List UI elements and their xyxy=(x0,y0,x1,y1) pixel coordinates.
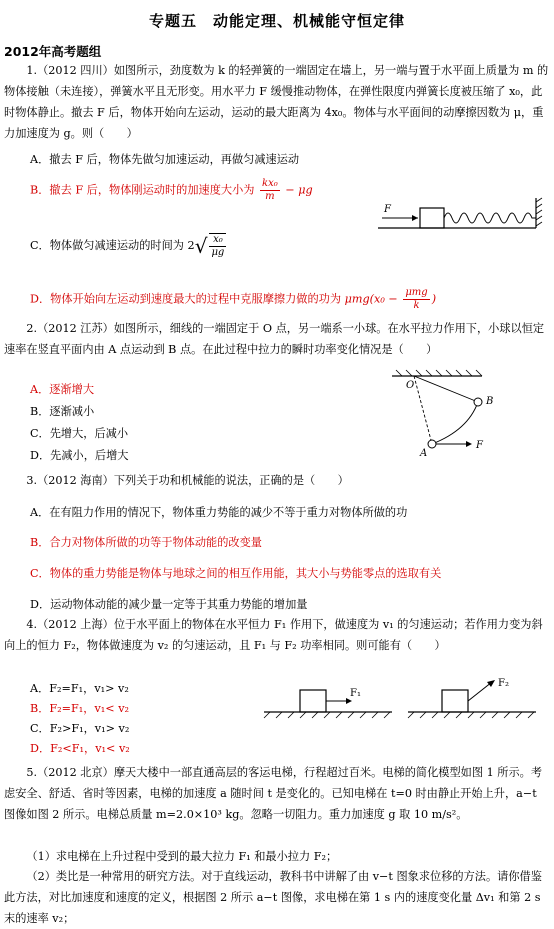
block-icon xyxy=(420,208,444,228)
q4-option-b: B．F₂=F₁，v₁< v₂ xyxy=(30,702,130,715)
q2-option-b: B．逐渐减小 xyxy=(30,405,95,418)
q2-fig-label-a: A xyxy=(420,448,428,459)
q1-option-c-denominator: μg xyxy=(211,247,225,258)
q1-option-d-text: D．物体开始向左运动到速度最大的过程中克服摩擦力做的功为 xyxy=(30,292,342,306)
block-right-icon xyxy=(442,690,468,712)
q1-option-c xyxy=(30,233,228,259)
q4-fig-label-f1: F₁ xyxy=(350,688,361,699)
q2-figure-pendulum xyxy=(382,366,542,462)
q4-option-a: A．F₂=F₁，v₁> v₂ xyxy=(30,682,129,695)
q5-part-1: （1）求电梯在上升过程中受到的最大拉力 F₁ 和最小拉力 F₂； xyxy=(26,850,338,863)
q2-fig-label-f: F xyxy=(476,440,483,451)
q1-option-a: A．撤去 F 后，物体先做匀加速运动，再做匀减速运动 xyxy=(30,153,300,166)
q1-option-b-fraction xyxy=(260,178,280,203)
arrowhead-icon xyxy=(412,215,418,221)
force-f2-arrow-icon xyxy=(468,682,492,701)
q1-option-d-expr: μmg(x₀ − xyxy=(344,292,398,306)
ball-a-icon xyxy=(428,440,436,448)
string-final xyxy=(414,376,478,402)
ceiling-hatch-icon xyxy=(396,370,482,376)
q1-option-d xyxy=(30,287,436,312)
wall-hatch-icon xyxy=(536,198,542,226)
arc-path xyxy=(432,402,478,444)
q1-fig-label-f: F xyxy=(384,204,391,215)
q3-option-a: A．在有阻力作用的情况下，物体重力势能的减少不等于重力对物体所做的功 xyxy=(30,506,408,519)
arrowhead-icon xyxy=(466,441,472,447)
q4-figure-blocks xyxy=(262,676,548,720)
string-initial xyxy=(414,376,432,444)
q4-option-c: C．F₂>F₁，v₁> v₂ xyxy=(30,722,130,735)
q2-fig-label-b: B xyxy=(486,396,494,407)
sqrt-icon: √ xyxy=(194,234,208,258)
q1-option-d-denominator: k xyxy=(413,300,420,311)
q1-option-b-text: B．撤去 F 后，物体刚运动时的加速度大小为 xyxy=(30,183,255,197)
q1-option-c-text: C．物体做匀减速运动的时间为 2 xyxy=(30,239,195,252)
q1-option-b-denominator: m xyxy=(265,191,275,202)
q2-option-a: A．逐渐增大 xyxy=(30,383,95,396)
q2-option-c: C．先增大，后减小 xyxy=(30,427,129,440)
q3-option-d: D．运动物体动能的减少量一定等于其重力势能的增加量 xyxy=(30,598,308,611)
q1-figure-spring-block xyxy=(378,198,544,238)
q1-option-b-tail: − μg xyxy=(285,183,313,197)
q3-option-c: C．物体的重力势能是物体与地球之间的相互作用能，其大小与势能零点的选取有关 xyxy=(30,567,442,580)
q4-stem: 4.（2012 上海）位于水平面上的物体在水平恒力 F₁ 作用下，做速度为 v₁ 的匀速运动；若作用力变为斜向上的恒力 F₂，物体做速度为 v₂ 的匀速运动，且 F₁ 与 F₂ 功率相同。则可能有（ ） xyxy=(4,618,543,652)
spring-icon xyxy=(444,213,536,223)
arrowhead-icon xyxy=(487,680,495,687)
q1-option-d-numerator: μmg xyxy=(405,287,428,298)
q1-option-c-fraction xyxy=(209,233,226,259)
floor-right-hatch-icon xyxy=(408,712,534,718)
q5-stem: 5.（2012 北京）摩天大楼中一部直通高层的客运电梯，行程超过百米。电梯的简化模型如图 1 所示。考虑安全、舒适、省时等因素，电梯的加速度 a 随时间 t 是变化的。已知电梯在 t=0 时由静止开始上升，a−t 图像如图 2 所示。电梯总质量 m=2.0×10³ kg。忽略一切阻力。重力加速度 g 取 10 m/s²。 xyxy=(4,766,543,821)
q1-option-c-numerator: x₀ xyxy=(209,234,226,247)
q1-stem: 1.（2012 四川）如图所示，劲度数为 k 的轻弹簧的一端固定在墙上，另一端与置于水平面上质量为 m 的物体接触（未连接），弹簧水平且无形变。用水平力 F 缓慢推动物体，在弹性限度内弹簧长度被压缩了 x₀，此时物体静止。撤去 F 后，物体开始向左运动，运动的最大距离为 4x₀。物体与水平面间的动摩擦因数为 μ，重力加速度为 g。则（ ） xyxy=(4,64,549,140)
q4-fig-label-f2: F₂ xyxy=(498,678,509,689)
q3-stem: 3.（2012 海南）下列关于功和机械能的说法，正确的是（ ） xyxy=(26,474,349,487)
q4-option-d: D．F₂<F₁，v₁< v₂ xyxy=(30,742,130,755)
q3-option-b: B．合力对物体所做的功等于物体动能的改变量 xyxy=(30,536,262,549)
q2-option-d: D．先减小，后增大 xyxy=(30,449,129,462)
floor-left-hatch-icon xyxy=(264,712,390,718)
q1-option-d-fraction xyxy=(403,287,429,312)
q1-option-b-numerator: kx₀ xyxy=(262,178,278,189)
q5-part-2: （2）类比是一种常用的研究方法。对于直线运动，教科书中讲解了由 v−t 图象求位移的方法。请你借鉴此方法，对比加速度和速度的定义，根据图 2 所示 a−t 图像，求电梯在第 1 s 内的速度变化量 Δv₁ 和第 2 s 末的速率 v₂； xyxy=(4,870,542,925)
ball-b-icon xyxy=(474,398,482,406)
block-left-icon xyxy=(300,690,326,712)
q2-stem: 2.（2012 江苏）如图所示，细线的一端固定于 O 点，另一端系一小球。在水平拉力作用下，小球以恒定速率在竖直平面内由 A 点运动到 B 点。在此过程中拉力的瞬时功率变化情况是（ ） xyxy=(4,322,545,356)
q1-option-d-close: ) xyxy=(431,292,437,306)
page-title: 专题五 动能定理、机械能守恒定律 xyxy=(148,12,405,30)
section-heading: 2012年高考题组 xyxy=(4,44,102,59)
q1-option-b xyxy=(30,178,313,203)
q2-fig-label-o: O xyxy=(406,380,415,391)
